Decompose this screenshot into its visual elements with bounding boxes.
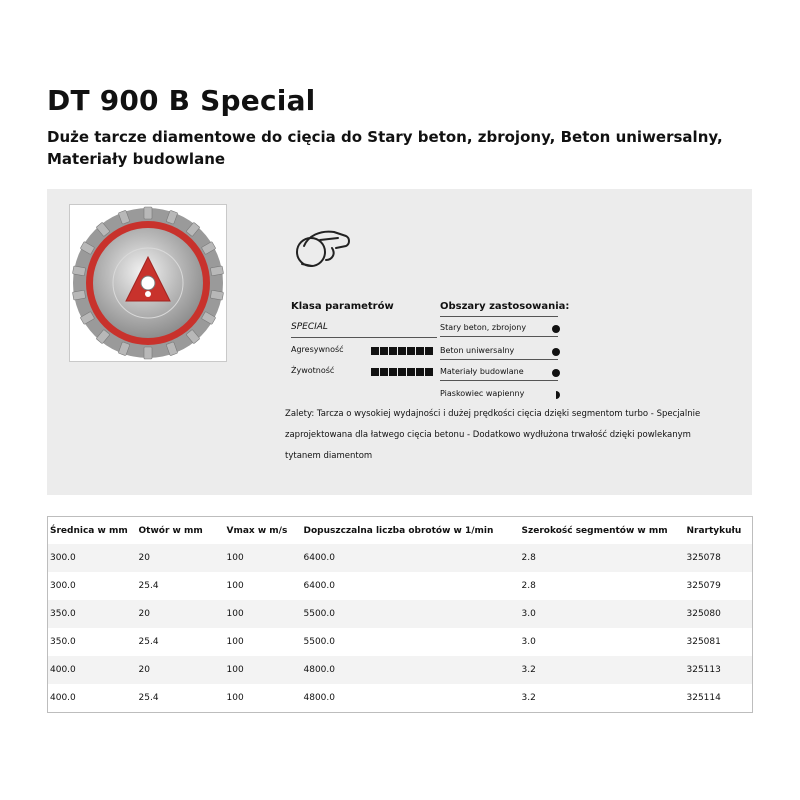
product-title: DT 900 B Special [47, 84, 316, 117]
table-cell: 6400.0 [302, 572, 520, 600]
table-cell: 6400.0 [302, 544, 520, 572]
column-header: Szerokość segmentów w mm [521, 525, 668, 536]
table-cell: 3.0 [520, 600, 685, 628]
table-header-row [48, 517, 753, 545]
rating-box [425, 368, 433, 376]
table-cell: 3.2 [520, 656, 685, 684]
column-header: Dopuszczalna liczba obrotów w 1/min [303, 525, 494, 536]
table-cell: 325080 [685, 600, 753, 628]
param-label: Żywotność [291, 366, 335, 375]
rating-box [407, 347, 415, 355]
rating-box [407, 368, 415, 376]
rating-box [425, 347, 433, 355]
table-cell: 3.0 [520, 628, 685, 656]
table-row [48, 572, 753, 600]
table-cell: 100 [225, 572, 302, 600]
app-row-beton-uniwersalny [440, 346, 570, 358]
rating-box [380, 368, 388, 376]
suitability-half-icon [552, 391, 560, 399]
app-row-stary-beton [440, 323, 570, 335]
diamond-cutting-blade-icon [70, 205, 226, 361]
applications-heading: Obszary zastosowania: [440, 301, 570, 312]
rating-box [371, 347, 379, 355]
table-cell: 2.8 [520, 544, 685, 572]
rating-box [389, 347, 397, 355]
table-cell: 5500.0 [302, 600, 520, 628]
table-cell: 25.4 [137, 628, 225, 656]
rating-box [416, 368, 424, 376]
param-label: Agresywność [291, 345, 344, 354]
table-cell: 25.4 [137, 572, 225, 600]
table-row [48, 600, 753, 628]
app-row-piaskowiec-wapienny [440, 389, 570, 401]
suitability-full-icon [552, 348, 560, 356]
parameters-heading: Klasa parametrów [291, 301, 394, 312]
table-cell: 325079 [685, 572, 753, 600]
table-cell: 100 [225, 628, 302, 656]
table-cell: 5500.0 [302, 628, 520, 656]
cut-off-saw-icon [292, 224, 356, 270]
table-cell: 100 [225, 544, 302, 572]
table-cell: 350.0 [48, 628, 137, 656]
table-cell: 20 [137, 656, 225, 684]
advantages-text: Zalety: Tarcza o wysokiej wydajności i dużej prędkości cięcia dzięki segmentom turbo - Specjalnie zaprojektowana dla łatwego cięcia betonu - Dodatkowo wydłużona trwałość dzięki powlekanym tytanem diamentom [285, 409, 701, 461]
table-cell: 3.2 [520, 684, 685, 713]
table-row [48, 628, 753, 656]
table-cell: 100 [225, 684, 302, 713]
table-cell: 325114 [685, 684, 753, 713]
param-row-agresywnosc [291, 345, 441, 357]
column-header: Średnica w mm [50, 525, 128, 536]
table-cell: 325078 [685, 544, 753, 572]
suitability-full-icon [552, 369, 560, 377]
table-cell: 100 [225, 656, 302, 684]
column-header: Vmax w m/s [226, 525, 288, 536]
app-label: Beton uniwersalny [440, 346, 515, 355]
table-row [48, 656, 753, 684]
product-info-panel [47, 189, 752, 495]
table-cell: 2.8 [520, 572, 685, 600]
table-cell: 20 [137, 544, 225, 572]
table-cell: 325113 [685, 656, 753, 684]
divider [440, 316, 558, 317]
table-cell: 350.0 [48, 600, 137, 628]
table-row [48, 684, 753, 713]
divider [291, 337, 437, 338]
param-row-zywotnosc [291, 366, 441, 378]
table-cell: 400.0 [48, 656, 137, 684]
app-label: Piaskowiec wapienny [440, 389, 525, 398]
parameter-class-value: SPECIAL [291, 322, 328, 332]
table-cell: 4800.0 [302, 684, 520, 713]
rating-box [380, 347, 388, 355]
table-cell: 25.4 [137, 684, 225, 713]
suitability-full-icon [552, 325, 560, 333]
table-cell: 325081 [685, 628, 753, 656]
table-cell: 300.0 [48, 572, 137, 600]
rating-boxes [371, 368, 434, 387]
table-cell: 4800.0 [302, 656, 520, 684]
app-row-materialy-budowlane [440, 367, 570, 379]
rating-box [371, 368, 379, 376]
table-row [48, 544, 753, 572]
rating-box [398, 368, 406, 376]
table-cell: 300.0 [48, 544, 137, 572]
table-cell: 100 [225, 600, 302, 628]
blade-image-frame [69, 204, 227, 362]
rating-box [416, 347, 424, 355]
rating-boxes [371, 347, 434, 366]
rating-box [389, 368, 397, 376]
column-header: Nrartykułu [686, 525, 742, 536]
divider [440, 380, 558, 381]
specifications-table [47, 516, 753, 713]
table-cell: 400.0 [48, 684, 137, 713]
app-label: Stary beton, zbrojony [440, 323, 527, 332]
divider [440, 359, 558, 360]
table-cell: 20 [137, 600, 225, 628]
column-header: Otwór w mm [138, 525, 203, 536]
rating-box [398, 347, 406, 355]
divider [440, 336, 558, 337]
product-subtitle: Duże tarcze diamentowe do cięcia do Stary beton, zbrojony, Beton uniwersalny, Materiały budowlane [47, 128, 723, 168]
app-label: Materiały budowlane [440, 367, 524, 376]
